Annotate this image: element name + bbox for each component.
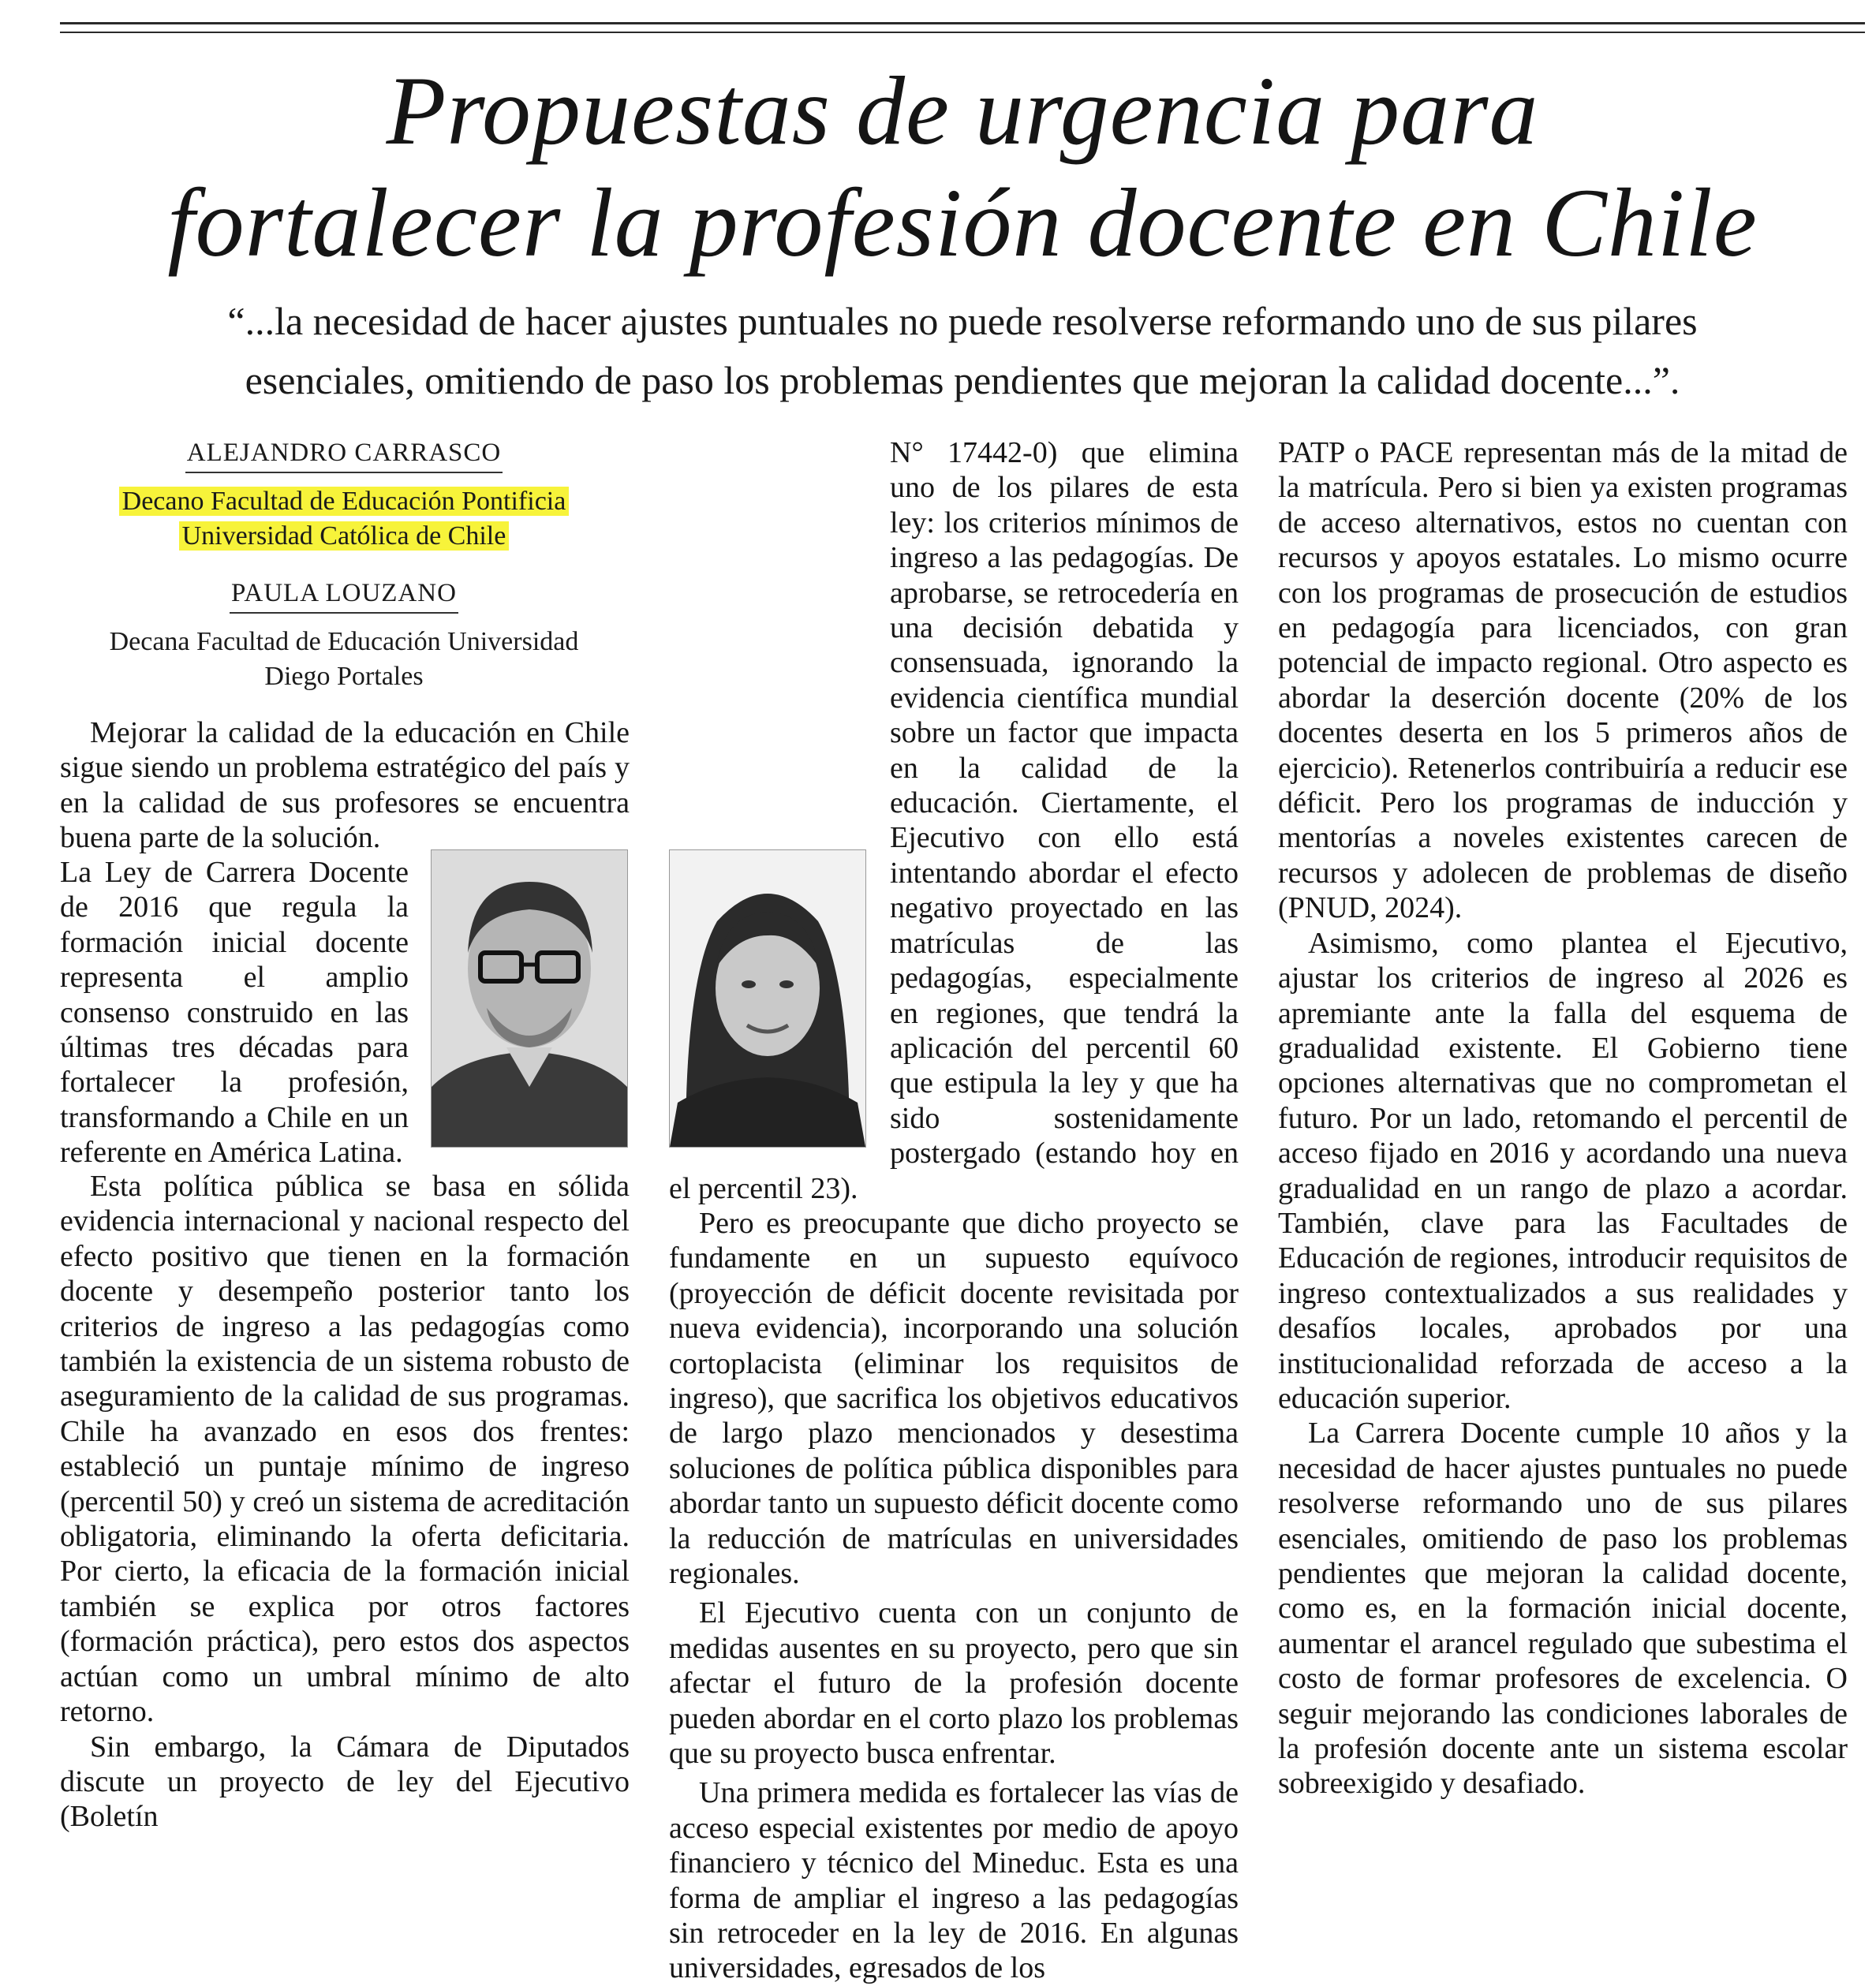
paragraph: El Ejecutivo cuenta con un conjunto de medidas ausentes en su proyecto, pero que sin afectar el futuro de la profesión docente pueden abordar en el corto plazo los problemas que su proyecto busca enfrentar. — [669, 1596, 1239, 1771]
column-1-bottom — [60, 1169, 630, 1835]
author-name: ALEJANDRO CARRASCO — [185, 435, 503, 473]
headline-line-1: Propuestas de urgencia para — [386, 57, 1539, 165]
author-role-line-2: Diego Portales — [264, 662, 424, 691]
pull-quote-line-2: esenciales, omitiendo de paso los problemas pendientes que mejoran la calidad docente...”. — [245, 358, 1680, 402]
headline-line-2: fortalecer la profesión docente en Chile — [167, 169, 1758, 277]
author-role-line-1: Decano Facultad de Educación Pontificia — [119, 487, 570, 516]
paragraph: PATP o PACE representan más de la mitad de la matrícula. Pero si bien ya existen programas de acceso alternativos, estos no cuentan con recursos y apoyos estatales. Lo mismo ocurre con los programas de prosecución de estudios en pedagogía para licenciados, con gran potencial de impacto regional. Otro aspecto es abordar la deserción docente (20% de los docentes deserta en los 5 primeros años de ejercicio). Retenerlos contribuiría a reducir ese déficit. Pero los programas de inducción y mentorías a noveles existentes carecen de recursos y adolecen de problemas de diseño (PNUD, 2024). — [1278, 436, 1848, 925]
column-3 — [1278, 435, 1848, 1801]
pull-quote-line-1: “...la necesidad de hacer ajustes puntuales no puede resolverse reformando uno de sus pilares — [227, 299, 1698, 343]
paragraph: Esta política pública se basa en sólida evidencia internacional y nacional respecto del efecto positivo que tienen en la formación docente y desempeño posterior tanto los criterios de ingreso a las pedagogías como también la existencia de un sistema robusto de aseguramiento de la calidad de sus programas. Chile ha avanzado en esos dos frentes: estableció un puntaje mínimo de ingreso (percentil 50) y creó un sistema de acreditación obligatoria, eliminando la oferta deficitaria. Por cierto, la eficacia de la formación inicial también se explica por otros factores (formación práctica), pero estos dos aspectos actúan como un umbral mínimo de alto retorno. — [60, 1170, 630, 1729]
pull-quote — [95, 292, 1830, 410]
paragraph: N° 17442-0) que elimina uno de los pilares de esta ley: los criterios mínimos de ingreso a las pedagogías. De aprobarse, se retrocedería en una decisión debatida y consensuada, ignorando la evidencia científica mundial sobre un factor que impacta en la calidad de la educación. Ciertamente, el Ejecutivo con ello está intentando abordar el efecto negativo proyectado en las matrículas de las pedagogías, especialmente en regiones, que tendrá la aplicación del percentil 60 que estipula la ley y que ha sido sostenidamente postergado (estando hoy en el percentil 23). — [669, 436, 1239, 1205]
author-role-line-1: Decana Facultad de Educación Universidad — [109, 627, 579, 656]
paragraph: Una primera medida es fortalecer las vías de acceso especial existentes por medio de apoyo financiero y técnico del Mineduc. Esta es una forma de ampliar el ingreso a las pedagogías sin retroceder en la ley de 2016. En algunas universidades, egresados de los — [669, 1776, 1239, 1985]
top-rule — [60, 22, 1865, 24]
paragraph: La Carrera Docente cumple 10 años y la necesidad de hacer ajustes puntuales no puede resolverse reformando uno de sus pilares esenciales, omitiendo de paso los problemas pendientes que mejoran la calidad docente, como es, en la formación inicial docente, aumentar el arancel regulado que subestima el costo de formar profesores de excelencia. O seguir mejorando las condiciones laborales de la profesión docente ante un sistema escolar sobreexigido y desafiado. — [1278, 1417, 1848, 1801]
byline-author-2 — [76, 576, 612, 694]
top-rule-thin — [60, 32, 1865, 33]
headline — [60, 55, 1865, 279]
author-role-line-2: Universidad Católica de Chile — [179, 521, 510, 551]
paragraph: Asimismo, como plantea el Ejecutivo, ajustar los criterios de ingreso al 2026 es apremiante ante la falla del esquema de gradualidad existente. El Gobierno tiene opciones alternativas que no comprometan el futuro. Por un lado, retomando el percentil de acceso fijado en 2016 y acordando una nueva gradualidad en un rango de plazo a acordar. También, clave para las Facultades de Educación de regiones, introducir requisitos de ingreso contextualizados a sus realidades y desafíos locales, aprobados por una institucionalidad reforzada de acceso a la educación superior. — [1278, 926, 1848, 1415]
paragraph: Pero es preocupante que dicho proyecto se fundamente en un supuesto equívoco (proyección de déficit docente revisitada por nueva evidencia), incorporando una solución cortoplacista (eliminar los requisitos de ingreso), que sacrifica los objetivos educativos de largo plazo mencionados y desestima soluciones de política pública disponibles para abordar tanto un supuesto déficit docente como la reducción de matrículas en universidades regionales. — [669, 1206, 1239, 1590]
photo-float-spacer — [669, 435, 890, 1164]
author-photo-1 — [431, 849, 628, 1148]
paragraph: Sin embargo, la Cámara de Diputados discute un proyecto de ley del Ejecutivo (Boletín — [60, 1730, 630, 1834]
author-name: PAULA LOUZANO — [230, 576, 458, 614]
column-1-top — [60, 715, 630, 856]
column-2 — [669, 435, 1239, 1986]
column-1-wrap — [60, 855, 409, 1170]
paragraph: La Ley de Carrera Docente de 2016 que regula la formación inicial docente representa el amplio consenso construido en las últimas tres décadas para fortalecer la profesión, transformando a Chile en un referente en América Latina. — [60, 856, 409, 1170]
byline-author-1 — [76, 435, 612, 554]
paragraph: Mejorar la calidad de la educación en Chile sigue siendo un problema estratégico del país y en la calidad de sus profesores se encuentra buena parte de la solución. — [60, 716, 630, 855]
